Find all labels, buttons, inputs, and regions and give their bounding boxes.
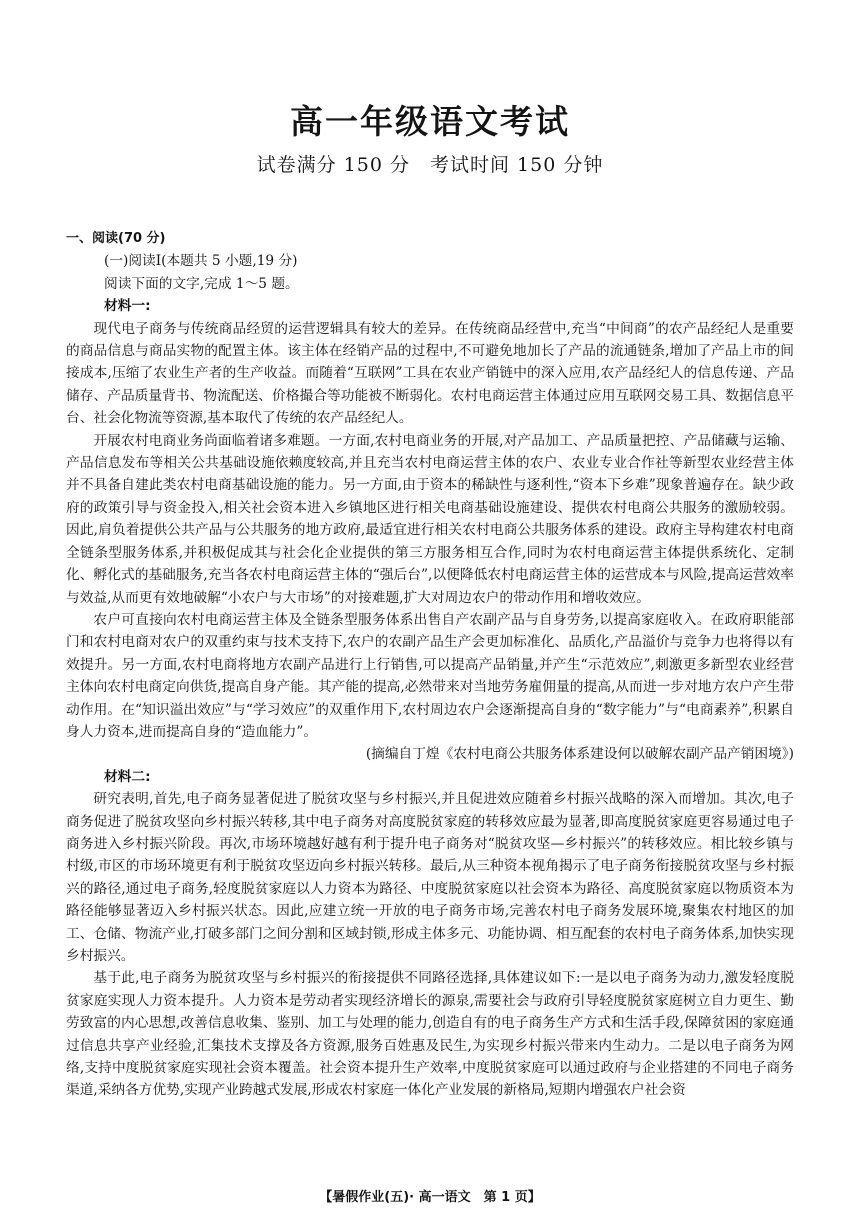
exam-subtitle: 试卷满分 150 分 考试时间 150 分钟 [256,154,604,176]
material-two-paragraph: 基于此,电子商务为脱贫攻坚与乡村振兴的衔接提供不同路径选择,具体建议如下:一是以电子商务为动力,激发轻度脱贫家庭实现人力资本提升。人力资本是劳动者实现经济增长的源泉,需要社会与政府引导轻度脱贫家庭树立自力更生、勤劳致富的内心思想,改善信息收集、鉴别、加工与处理的能力,创造自有的电子商务生产方式和生活手段,保障贫困的家庭通过信息共享产业经验,汇集技术支撑及各方资源,服务百姓惠及民生,为实现乡村振兴带来内生动力。二是以电子商务为网络,支持中度脱贫家庭实现社会资本覆盖。社会资本提升生产效率,中度脱贫家庭可以通过政府与企业搭建的不同电子商务渠道,采纳各方优势,实现产业跨越式发展,形成农村家庭一体化产业发展的新格局,短期内增强农户社会资 [66,970,794,1099]
material-one-source: (摘编自丁煌《农村电商公共服务体系建设何以破解农副产品产销困境》) [365,746,794,763]
material-one-paragraph: 农户可直接向农村电商运营主体及全链条型服务体系出售自产农副产品与自身劳务,以提高家庭收入。在政府职能部门和农村电商对农户的双重约束与技术支持下,农户的农副产品生产会更加标准化、品质化,产品溢价与竞争力也将得以有效提升。另一方面,农村电商将地方农副产品进行上行销售,可以提高产品销量,并产生“示范效应”,刺激更多新型农业经营主体向农村电商定向供货,提高自身产能。其产能的提高,必然带来对当地劳务雇佣量的提高,从而进一步对地方农户产生带动作用。在“知识溢出效应”与“学习效应”的双重作用下,农村周边农户会逐渐提高自身的“数字能力”与“电商素养”,积累自身人力资本,进而提高自身的“造血能力”。 [66,611,794,740]
exam-content [66,228,794,1102]
exam-title: 高一年级语文考试 [290,102,570,141]
material-one-paragraph: 现代电子商务与传统商品经贸的运营逻辑具有较大的差异。在传统商品经营中,充当“中间商”的农产品经纪人是重要的商品信息与商品实物的配置主体。该主体在经销产品的过程中,不可避免地加长了产品的流通链条,增加了产品上市的间接成本,压缩了农业生产者的生产收益。而随着“互联网”工具在农业产销链中的深入应用,农产品经纪人的信息传递、产品储存、产品质量背书、物流配送、价格撮合等功能被不断弱化。农村电商运营主体通过应用互联网交易工具、数据信息平台、社会化物流等资源,基本取代了传统的农产品经纪人。 [66,320,794,427]
material-one-paragraph: 开展农村电商业务尚面临着诸多难题。一方面,农村电商业务的开展,对产品加工、产品质量把控、产品储藏与运输、产品信息发布等相关公共基础设施依赖度较高,并且充当农村电商运营主体的农户、农业专业合作社等新型农业经营主体并不具备自建此类农村电商基础设施的能力。另一方面,由于资本的稀缺性与逐利性,“资本下乡难”现象普遍存在。缺少政府的政策引导与资金投入,相关社会资本进入乡镇地区进行相关电商基础设施建设、提供农村电商公共服务的激励较弱。因此,肩负着提供公共产品与公共服务的地方政府,最适宜进行相关农村电商公共服务体系的建设。政府主导构建农村电商全链条型服务体系,并积极促成其与社会化企业提供的第三方服务相互合作,同时为农村电商运营主体提供系统化、定制化、孵化式的基础服务,充当各农村电商运营主体的“强后台”,以便降低农村电商运营主体的运营成本与风险,提高运营效率与效益,从而更有效地破解“小农户与大市场”的对接难题,扩大对周边农户的带动作用和增收效应。 [66,432,794,606]
material-two-paragraph: 研究表明,首先,电子商务显著促进了脱贫攻坚与乡村振兴,并且促进效应随着乡村振兴战略的深入而增加。其次,电子商务促进了脱贫攻坚向乡村振兴转移,其中电子商务对高度脱贫家庭的转移效应最为显著,即高度脱贫家庭更容易通过电子商务进入乡村振兴阶段。再次,市场环境越好越有利于提升电子商务对“脱贫攻坚—乡村振兴”的转移效应。相比较乡镇与村级,市区的市场环境更有利于脱贫攻坚迈向乡村振兴转移。最后,从三种资本视角揭示了电子商务衔接脱贫攻坚与乡村振兴的路径,通过电子商务,轻度脱贫家庭以人力资本为路径、中度脱贫家庭以社会资本为路径、高度脱贫家庭以物质资本为路径能够显著迈入乡村振兴状态。因此,应建立统一开放的电子商务市场,完善农村电子商务发展环境,聚集农村地区的加工、仓储、物流产业,打破多部门之间分割和区域封锁,形成主体多元、功能协调、相互配套的农村电子商务体系,加快实现乡村振兴。 [66,791,794,964]
page-footer: 【暑假作业(五)· 高一语文 第 1 页】 [319,1190,541,1205]
section-heading: 一、阅读(70 分) [66,231,166,246]
material-one-label: 材料一: [104,298,151,315]
material-two-label: 材料二: [104,768,151,785]
reading-instruction: 阅读下面的文字,完成 1～5 题。 [104,275,299,292]
subsection-heading: (一)阅读Ⅰ(本题共 5 小题,19 分) [104,253,298,270]
